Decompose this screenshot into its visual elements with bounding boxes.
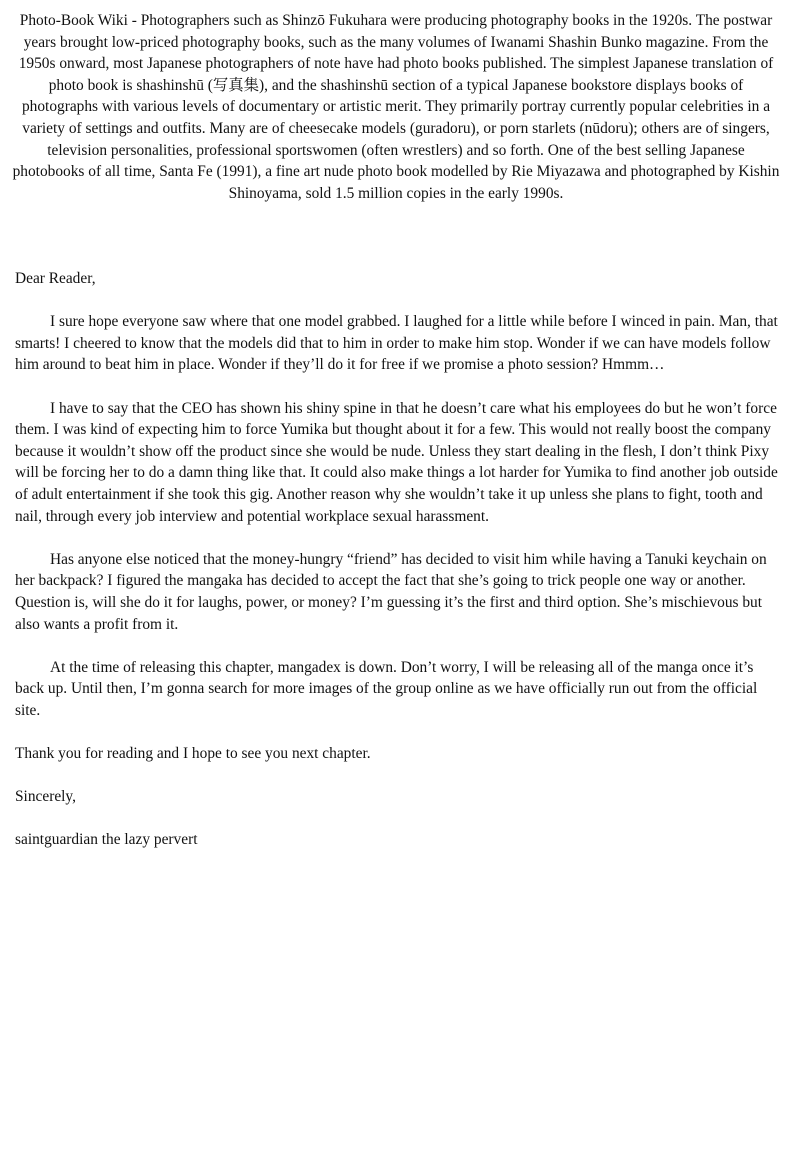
closing-line: Thank you for reading and I hope to see you next chapter. — [15, 745, 371, 763]
letter-paragraph: I have to say that the CEO has shown his shiny spine in that he doesn’t care what his employees do but he won’t force them. I was kind of expecting him to force Yumika but thought about it for a few. This would not really boost the company because it wouldn’t show off the product since she would be nude. Unless they start dealing in the flesh, I don’t think Pixy will be forcing her to do a damn thing like that. It could also make things a lot harder for Yumika to find another job outside of adult entertainment if she took this gig. Another reason why she wouldn’t take it up unless she plans to fight, tooth and nail, through every job interview and potential workplace sexual harassment. — [15, 399, 778, 525]
signature: saintguardian the lazy pervert — [15, 831, 198, 849]
letter-paragraph: At the time of releasing this chapter, mangadex is down. Don’t worry, I will be releasing all of the manga once it’s back up. Until then, I’m gonna search for more images of the group online as we have officially run out from the official site. — [15, 658, 758, 719]
signoff: Sincerely, — [15, 788, 76, 806]
letter-paragraph: I sure hope everyone saw where that one model grabbed. I laughed for a little while before I winced in pain. Man, that smarts! I cheered to know that the models did that to him in order to make him stop. Wonder if we can have models follow him around to beat him in place. Wonder if they’ll do it for free if we promise a photo session? Hmmm… — [15, 313, 778, 374]
letter-body — [15, 268, 780, 851]
salutation: Dear Reader, — [15, 270, 96, 287]
intro-paragraph: Photo-Book Wiki - Photographers such as Shinzō Fukuhara were producing photography books in the 1920s. The postwar years brought low-priced photography books, such as the many volumes of Iwanami Shashin Bunko magazine. From the 1950s onward, most Japanese photographers of note have had photo books published. The simplest Japanese translation of photo book is shashinshū (写真集), and the shashinshū section of a typical Japanese bookstore displays books of photographs with various levels of documentary or artistic merit. They primarily portray currently popular celebrities in a variety of settings and outfits. Many are of cheesecake models (guradoru), or porn starlets (nūdoru); others are of singers, television personalities, professional sportswomen (often wrestlers) and so forth. One of the best selling Japanese photobooks of all time, Santa Fe (1991), a fine art nude photo book modelled by Rie Miyazawa and photographed by Kishin Shinoyama, sold 1.5 million copies in the early 1990s. — [12, 12, 780, 202]
letter-paragraph: Has anyone else noticed that the money-hungry “friend” has decided to visit him while having a Tanuki keychain on her backpack? I figured the mangaka has decided to accept the fact that she’s going to trick people one way or another. Question is, will she do it for laughs, power, or money? I’m guessing it’s the first and third option. She’s mischievous but also wants a profit from it. — [15, 550, 767, 633]
